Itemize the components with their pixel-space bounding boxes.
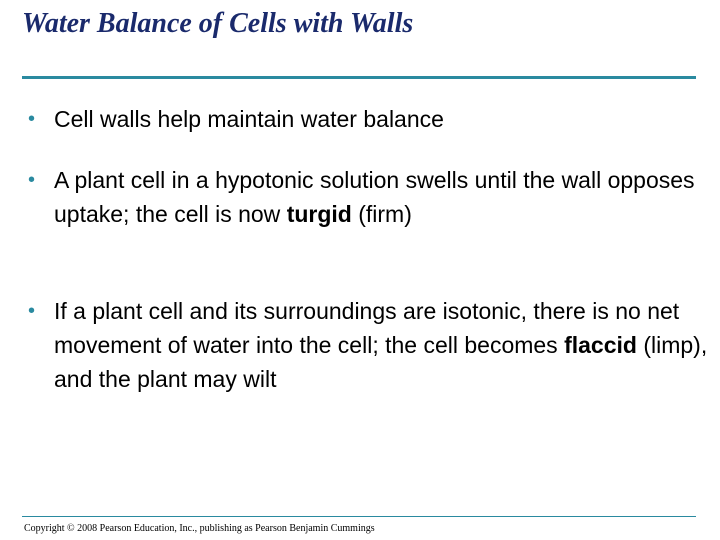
bullet-text-segment: A plant cell in a hypotonic solution swells until the wall opposes uptake; the cell is now	[54, 167, 695, 227]
bullet-icon: •	[28, 108, 36, 130]
bullet-text	[54, 163, 708, 231]
slide-title: Water Balance of Cells with Walls	[22, 8, 414, 39]
bullet-text-segment: Cell walls help maintain water balance	[54, 106, 444, 132]
footer-divider	[22, 516, 696, 517]
bullet-text	[54, 294, 708, 396]
bullet-text-segment: (firm)	[351, 201, 412, 227]
bullet-icon: •	[28, 169, 36, 191]
copyright-footer: Copyright © 2008 Pearson Education, Inc., publishing as Pearson Benjamin Cummings	[24, 523, 375, 534]
bullet-icon: •	[28, 300, 36, 322]
title-divider	[22, 76, 696, 79]
bullet-item	[28, 163, 708, 231]
bullet-item	[28, 294, 708, 396]
bullet-item	[28, 102, 708, 136]
bullet-text	[54, 102, 708, 136]
bold-term-turgid: turgid	[286, 201, 352, 227]
bold-term-flaccid: flaccid	[564, 332, 637, 358]
bullet-text-segment: If a plant cell and its surroundings are isotonic, there is no net movement of water into the cell; the cell becomes	[54, 298, 680, 358]
bullet-text-segment: (limp), and the plant may wilt	[54, 332, 708, 392]
